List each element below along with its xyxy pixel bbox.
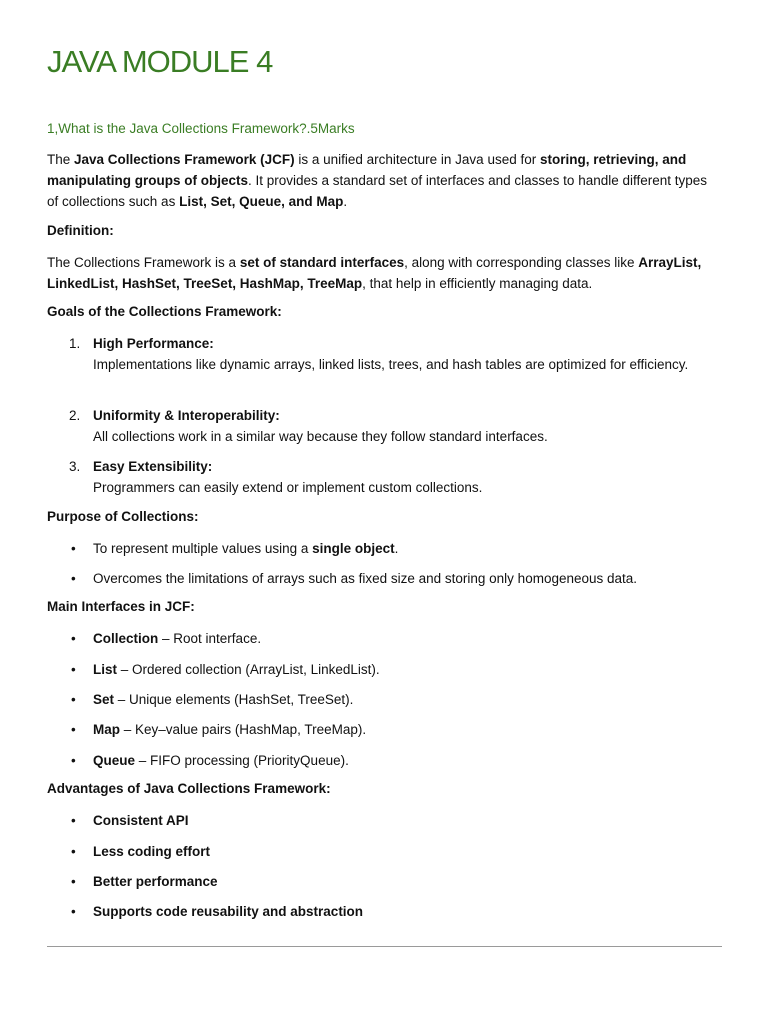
interfaces-heading: Main Interfaces in JCF:: [47, 599, 195, 614]
bullet-icon: •: [71, 662, 76, 677]
interface-name: Set: [93, 692, 115, 707]
interface-desc: – FIFO processing (PriorityQueue).: [135, 753, 349, 768]
definition-bold-2: ArrayList, LinkedList, HashSet, TreeSet, HashMap, TreeMap: [47, 255, 702, 291]
goal-title: High Performance:: [93, 336, 214, 351]
goal-text: All collections work in a similar way because they follow standard interfaces.: [93, 429, 548, 444]
bullet-icon: •: [71, 692, 76, 707]
intro-bold-1: Java Collections Framework (JCF): [74, 152, 295, 167]
goal-text: Implementations like dynamic arrays, linked lists, trees, and hash tables are optimized for efficiency.: [93, 357, 689, 372]
advantage-text: Better performance: [93, 874, 218, 889]
interface-name: Map: [93, 722, 120, 737]
goal-item: [47, 333, 722, 375]
bullet-icon: •: [71, 571, 76, 586]
intro-text-3: . It provides a standard set of interfaces and classes to handle different types of collections such as: [47, 173, 708, 209]
purpose-item: [47, 568, 722, 589]
interface-item: [47, 750, 722, 771]
bullet-icon: •: [71, 541, 76, 556]
intro-text-4: .: [343, 194, 348, 209]
advantage-text: Less coding effort: [93, 844, 211, 859]
page-title: JAVA MODULE 4: [47, 44, 273, 79]
goal-number: 2.: [69, 408, 81, 423]
goals-heading: Goals of the Collections Framework:: [47, 304, 282, 319]
bullet-icon: •: [71, 722, 76, 737]
intro-bold-3: List, Set, Queue, and Map: [179, 194, 344, 209]
bullet-icon: •: [71, 753, 76, 768]
interface-desc: – Unique elements (HashSet, TreeSet).: [114, 692, 354, 707]
interface-name: Collection: [93, 631, 159, 646]
interface-desc: – Key–value pairs (HashMap, TreeMap).: [120, 722, 367, 737]
definition-text-3: , that help in efficiently managing data.: [362, 276, 593, 291]
advantage-item: [47, 841, 722, 862]
interface-desc: – Root interface.: [158, 631, 262, 646]
interface-item: [47, 659, 722, 680]
goal-text: Programmers can easily extend or implement custom collections.: [93, 480, 483, 495]
question-heading: 1,What is the Java Collections Framework?.5Marks: [47, 121, 355, 136]
interface-item: [47, 719, 722, 740]
advantages-heading: Advantages of Java Collections Framework:: [47, 781, 331, 796]
goal-number: 1.: [69, 336, 81, 351]
goal-title: Easy Extensibility:: [93, 459, 213, 474]
interface-item: [47, 628, 722, 649]
goal-item: [47, 456, 722, 498]
purpose-text: To represent multiple values using a: [93, 541, 313, 556]
purpose-bold: single object: [312, 541, 395, 556]
purpose-heading: Purpose of Collections:: [47, 509, 199, 524]
intro-text-2: is a unified architecture in Java used for: [294, 152, 540, 167]
definition-text-1: The Collections Framework is a: [47, 255, 240, 270]
interface-desc: – Ordered collection (ArrayList, LinkedList).: [117, 662, 380, 677]
interface-name: Queue: [93, 753, 136, 768]
bullet-icon: •: [71, 844, 76, 859]
interface-item: [47, 689, 722, 710]
bullet-icon: •: [71, 904, 76, 919]
definition-text-2: , along with corresponding classes like: [404, 255, 639, 270]
purpose-item: [47, 538, 722, 559]
advantage-item: [47, 871, 722, 892]
advantage-text: Supports code reusability and abstraction: [93, 904, 364, 919]
advantage-text: Consistent API: [93, 813, 189, 828]
definition-bold-1: set of standard interfaces: [239, 255, 405, 270]
bottom-divider: [47, 946, 722, 947]
purpose-text-end: .: [394, 541, 399, 556]
intro-paragraph: [47, 149, 722, 212]
goal-number: 3.: [69, 459, 81, 474]
definition-heading: Definition:: [47, 223, 114, 238]
bullet-icon: •: [71, 631, 76, 646]
definition-paragraph: [47, 252, 722, 294]
bullet-icon: •: [71, 813, 76, 828]
advantage-item: [47, 810, 722, 831]
bullet-icon: •: [71, 874, 76, 889]
purpose-text: Overcomes the limitations of arrays such as fixed size and storing only homogeneous data.: [93, 571, 638, 586]
intro-bold-2: storing, retrieving, and manipulating groups of objects: [47, 152, 687, 188]
goal-title: Uniformity & Interoperability:: [93, 408, 280, 423]
intro-text-1: The: [47, 152, 75, 167]
advantage-item: [47, 901, 722, 922]
goal-item: [47, 405, 722, 447]
interface-name: List: [93, 662, 118, 677]
